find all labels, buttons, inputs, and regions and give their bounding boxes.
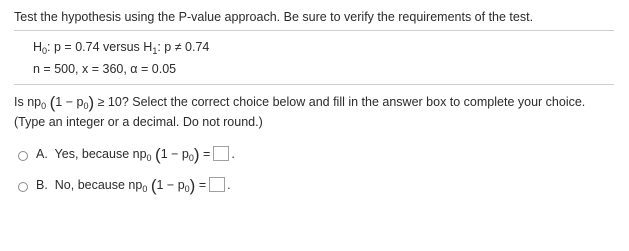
- question-paren-open: (: [49, 93, 56, 112]
- option-b-radio[interactable]: [18, 182, 28, 192]
- option-a-paren-close: ): [193, 145, 200, 164]
- top-divider: [14, 30, 614, 31]
- h1-subscript: 1: [152, 46, 158, 56]
- option-b-text: No, because np: [54, 178, 143, 192]
- option-b-paren-open: (: [150, 176, 157, 195]
- question-note: (Type an integer or a decimal. Do not round.): [14, 115, 263, 129]
- option-a-answer-input[interactable]: [213, 146, 229, 161]
- option-b-period: .: [227, 178, 231, 192]
- option-b-inner: 1 − p: [156, 178, 185, 192]
- hypotheses-line: [33, 40, 209, 54]
- option-a-text: Yes, because np: [54, 147, 147, 161]
- h1-text: : p ≠ 0.74: [157, 40, 210, 54]
- given-values: n = 500, x = 360, α = 0.05: [33, 62, 177, 76]
- option-a-subscript: 0: [146, 153, 152, 163]
- option-a-inner-subscript: 0: [188, 153, 194, 163]
- question-inner: 1 − p: [55, 95, 84, 109]
- question-inner-subscript: 0: [83, 101, 89, 111]
- option-b: [36, 176, 231, 195]
- option-b-equals: =: [195, 178, 207, 192]
- option-b-subscript: 0: [142, 184, 148, 194]
- h0-subscript: 0: [42, 46, 48, 56]
- option-a-inner: 1 − p: [160, 147, 189, 161]
- question-paren-close: ): [88, 93, 95, 112]
- option-a-equals: =: [199, 147, 211, 161]
- question-subscript: 0: [41, 101, 47, 111]
- instruction-text: Test the hypothesis using the P-value approach. Be sure to verify the requirements of the test.: [14, 10, 534, 24]
- question-line: [14, 93, 586, 112]
- question-prefix: Is np: [14, 95, 42, 109]
- option-b-inner-subscript: 0: [184, 184, 190, 194]
- option-a-period: .: [231, 147, 235, 161]
- question-suffix: ≥ 10? Select the correct choice below and fill in the answer box to complete your choice.: [94, 95, 586, 109]
- h0-text: : p = 0.74 versus H: [47, 40, 153, 54]
- option-b-answer-input[interactable]: [209, 177, 225, 192]
- option-b-paren-close: ): [189, 176, 196, 195]
- h0-symbol: H: [33, 40, 43, 54]
- option-b-letter: B.: [36, 178, 48, 192]
- middle-divider: [14, 84, 614, 85]
- option-a-letter: A.: [36, 147, 48, 161]
- option-a: [36, 145, 235, 164]
- option-a-paren-open: (: [155, 145, 161, 164]
- option-a-radio[interactable]: [18, 151, 28, 161]
